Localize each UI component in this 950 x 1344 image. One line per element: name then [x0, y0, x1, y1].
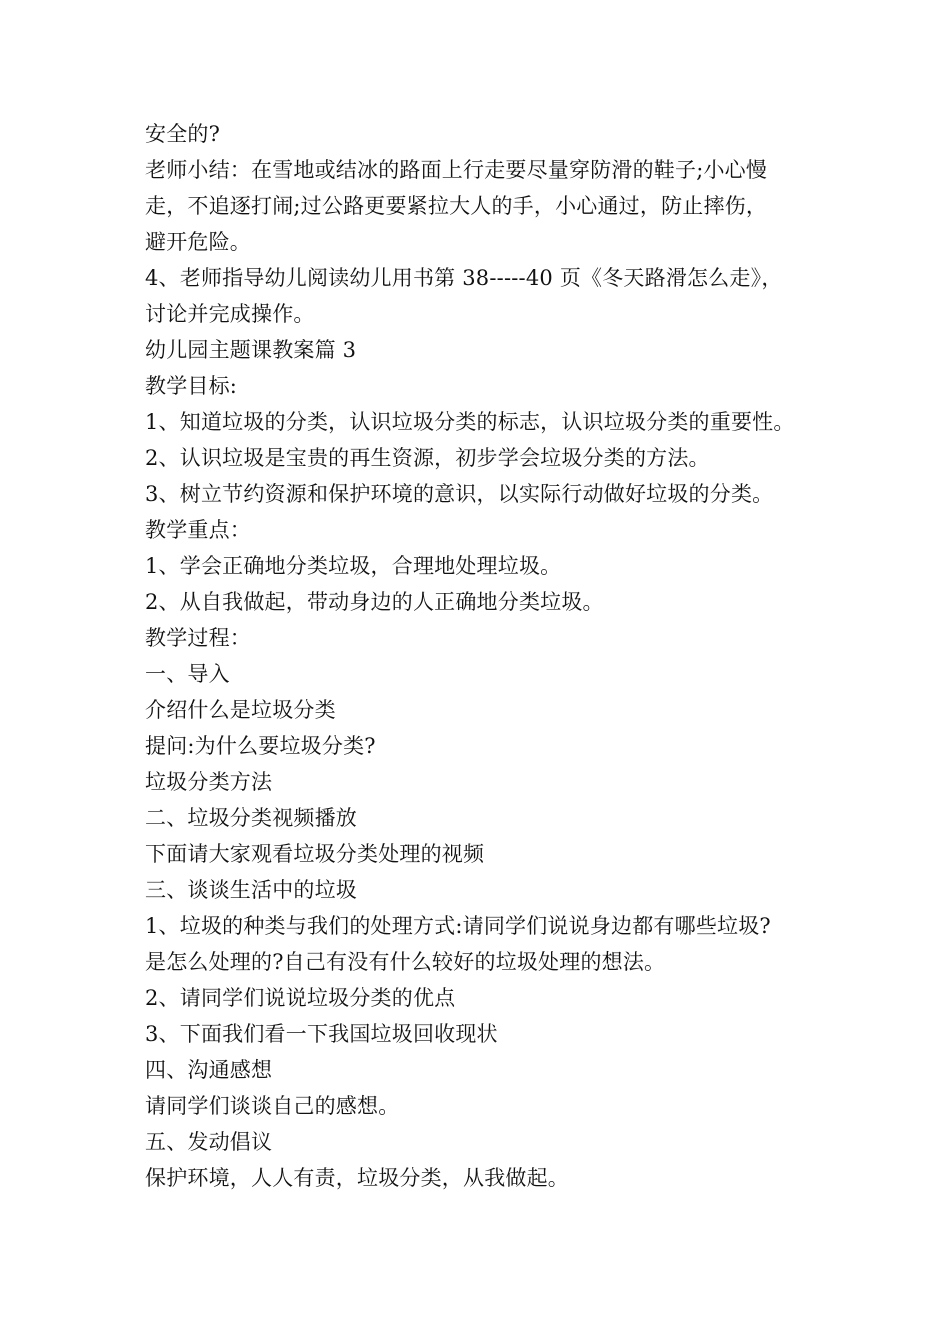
text-line: 3、下面我们看一下我国垃圾回收现状 [145, 1022, 498, 1046]
text-line: 2、请同学们说说垃圾分类的优点 [145, 986, 456, 1010]
text-line: 2、从自我做起，带动身边的人正确地分类垃圾。 [145, 590, 604, 614]
text-line: 请同学们谈谈自己的感想。 [145, 1094, 400, 1118]
text-line: 避开危险。 [145, 230, 251, 254]
text-line: 保护环境，人人有责，垃圾分类，从我做起。 [145, 1166, 569, 1190]
text-line: 下面请大家观看垃圾分类处理的视频 [145, 842, 485, 866]
text-line: 一、导入 [145, 662, 230, 686]
text-line: 四、沟通感想 [145, 1058, 273, 1082]
text-line: 教学目标: [145, 374, 238, 398]
text-line: 五、发动倡议 [145, 1130, 273, 1154]
document-body [145, 116, 835, 1196]
text-line: 3、树立节约资源和保护环境的意识，以实际行动做好垃圾的分类。 [145, 482, 774, 506]
text-line: 1、垃圾的种类与我们的处理方式:请同学们说说身边都有哪些垃圾? [145, 914, 771, 938]
text-line: 4、老师指导幼儿阅读幼儿用书第 38-----40 页《冬天路滑怎么走》， [145, 266, 783, 290]
text-line: 二、垃圾分类视频播放 [145, 806, 357, 830]
section-heading: 幼儿园主题课教案篇 3 [145, 338, 357, 362]
text-line: 走，不追逐打闹;过公路更要紧拉大人的手，小心通过，防止摔伤， [145, 194, 768, 218]
text-line: 介绍什么是垃圾分类 [145, 698, 336, 722]
text-line: 三、谈谈生活中的垃圾 [145, 878, 357, 902]
text-line: 教学重点： [145, 518, 251, 542]
text-line: 教学过程： [145, 626, 251, 650]
text-line: 2、认识垃圾是宝贵的再生资源，初步学会垃圾分类的方法。 [145, 446, 710, 470]
text-line: 讨论并完成操作。 [145, 302, 315, 326]
text-line: 老师小结：在雪地或结冰的路面上行走要尽量穿防滑的鞋子;小心慢 [145, 158, 768, 182]
text-line: 垃圾分类方法 [145, 770, 273, 794]
text-line: 是怎么处理的?自己有没有什么较好的垃圾处理的想法。 [145, 950, 666, 974]
text-line: 提问:为什么要垃圾分类? [145, 734, 376, 758]
text-line: 1、知道垃圾的分类，认识垃圾分类的标志，认识垃圾分类的重要性。 [145, 410, 795, 434]
text-line: 安全的? [145, 122, 221, 146]
text-line: 1、学会正确地分类垃圾，合理地处理垃圾。 [145, 554, 562, 578]
